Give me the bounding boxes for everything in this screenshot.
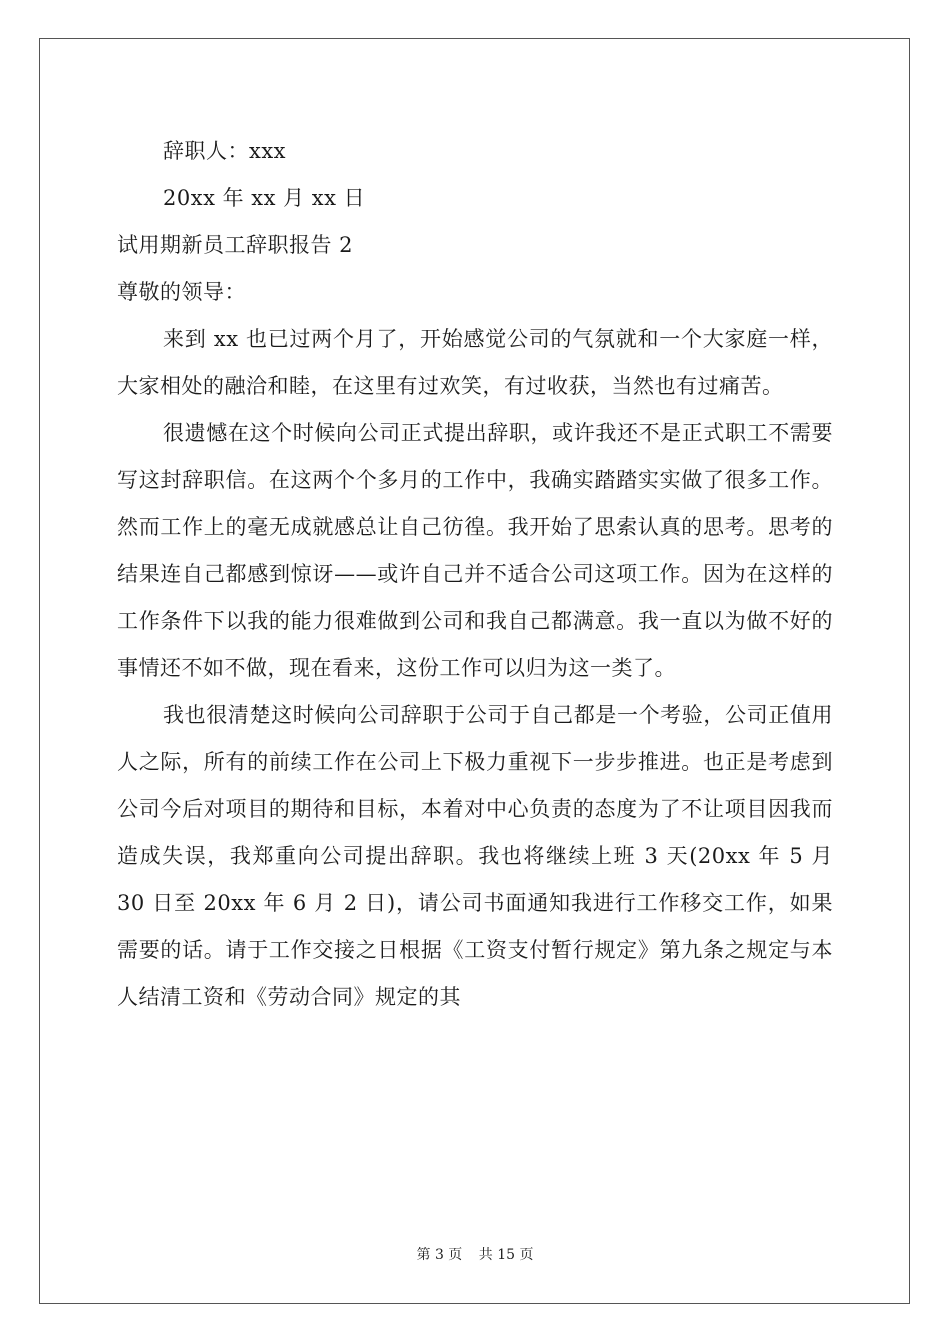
paragraph-3: 我也很清楚这时候向公司辞职于公司于自己都是一个考验，公司正值用人之际，所有的前续工作在公司上下极力重视下一步步推进。也正是考虑到公司今后对项目的期待和目标，本着对中心负责的态度为了不让项目因我而造成失误，我郑重向公司提出辞职。我也将继续上班 3 天(20xx 年 5 月 30 日至 20xx 年 6 月 2 日)，请公司书面通知我进行工作移交工作，如果需要的话。请于工作交接之日根据《工资支付暂行规定》第九条之规定与本人结清工资和《劳动合同》规定的其	[117, 703, 833, 1009]
salutation: 尊敬的领导：	[117, 280, 246, 304]
date-line: 20xx 年 xx 月 xx 日	[163, 186, 366, 210]
signer-line: 辞职人：xxx	[163, 139, 287, 163]
document-body	[117, 128, 833, 1021]
page-footer	[0, 1244, 950, 1264]
paragraph-1: 来到 xx 也已过两个月了，开始感觉公司的气氛就和一个大家庭一样，大家相处的融洽和睦，在这里有过欢笑，有过收获，当然也有过痛苦。	[117, 327, 833, 398]
page-number: 第 3 页	[416, 1247, 463, 1263]
document-title: 试用期新员工辞职报告 2	[117, 233, 354, 257]
page-total: 共 15 页	[478, 1247, 534, 1263]
paragraph-2: 很遗憾在这个时候向公司正式提出辞职，或许我还不是正式职工不需要写这封辞职信。在这两个个多月的工作中，我确实踏踏实实做了很多工作。然而工作上的毫无成就感总让自己彷徨。我开始了思索认真的思考。思考的结果连自己都感到惊讶——或许自己并不适合公司这项工作。因为在这样的工作条件下以我的能力很难做到公司和我自己都满意。我一直以为做不好的事情还不如不做，现在看来，这份工作可以归为这一类了。	[117, 421, 833, 680]
